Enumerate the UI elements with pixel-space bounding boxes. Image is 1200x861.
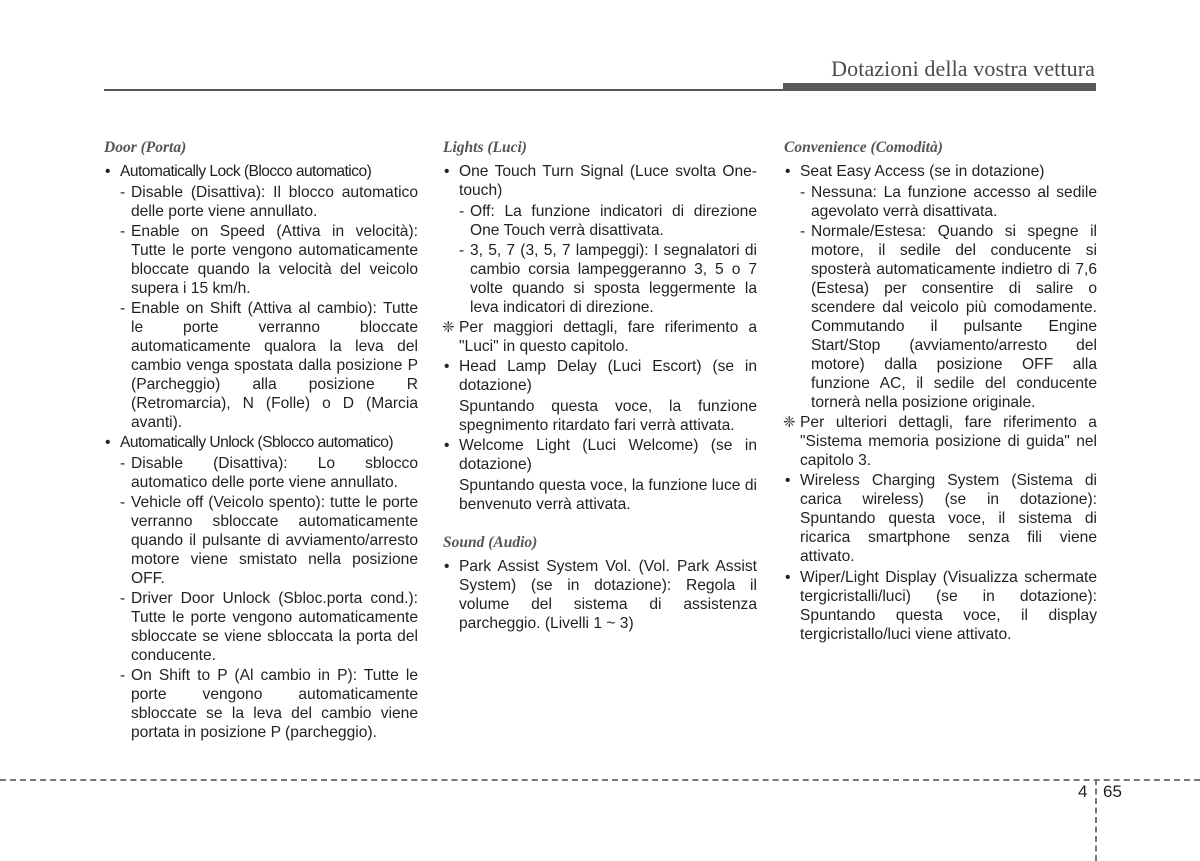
sub-item-text: Enable on Shift (Attiva al cambio): Tutte le porte verranno bloccate automaticamente qualora la leva del cambio venga spostata dalla posizione P (Parcheggio) alla posizione R (Retromarcia), N (Folle) o D (Marcia avanti). [131, 300, 418, 431]
dash-icon: - [120, 494, 126, 511]
list-item-one-touch-turn-signal [443, 162, 757, 200]
sub-item-text: Disable (Disattiva): Lo sblocco automatico delle porte viene annullato. [131, 455, 418, 491]
sub-item-text: Disable (Disattiva): Il blocco automatico delle porte viene annullato. [131, 184, 418, 220]
list-item-wireless-charging [784, 471, 1097, 566]
note-asterisk-icon: ❈ [442, 319, 455, 336]
list-item-automatically-lock [104, 162, 418, 181]
sub-item-text: Vehicle off (Veicolo spento): tutte le porte verranno sbloccate automaticamente quando il pulsante di avviamento/arresto motore viene smistato nella posizione OFF. [131, 494, 418, 587]
chapter-number: 4 [1078, 782, 1088, 801]
sub-item [104, 454, 418, 492]
bullet-icon: • [444, 558, 450, 575]
item-label: Welcome Light (Luci Welcome) (se in dotazione) [459, 437, 757, 473]
sub-item-text: Enable on Speed (Attiva in velocità): Tutte le porte vengono automaticamente bloccate quando la velocità del veicolo supera i 15 km/h. [131, 223, 418, 297]
bullet-icon: • [785, 163, 791, 180]
dash-icon: - [459, 203, 465, 220]
sub-item [104, 589, 418, 665]
item-label: Automatically Unlock (Sblocco automatico) [120, 434, 393, 451]
item-label: Wireless Charging System (Sistema di carica wireless) (se in dotazione): Spuntando questa voce, il sistema di ricarica smartphone senza fili viene attivato. [800, 472, 1097, 565]
sub-item [443, 202, 757, 240]
list-item-seat-easy-access [784, 162, 1097, 181]
dash-icon: - [120, 184, 126, 201]
dash-icon: - [800, 184, 806, 201]
column-convenience [784, 138, 1097, 646]
sub-item-text: Normale/Estesa: Quando si spegne il motore, il sedile del conducente si sposterà automaticamente indietro di 7,6 (Estesa) per consentire di salire o scendere dal veicolo più comodamente. Commutando il pulsante Engine Start/Stop (avviamento/arresto del motore) dalla posizione OFF alla funzione AC, il sedile del conducente tornerà nella posizione originale. [811, 223, 1097, 411]
column-lights-sound [443, 138, 757, 635]
note-text: Per maggiori dettagli, fare riferimento a "Luci" in questo capitolo. [459, 319, 757, 355]
sub-item [104, 493, 418, 588]
dash-icon: - [800, 223, 806, 240]
list-item-welcome-light [443, 436, 757, 474]
section-title-sound: Sound (Audio) [443, 534, 538, 551]
header-rule-thin [104, 89, 784, 91]
section-title-door: Door (Porta) [104, 139, 187, 156]
dash-icon: - [120, 300, 126, 317]
sub-item-text: On Shift to P (Al cambio in P): Tutte le porte vengono automaticamente sbloccate se la leva del cambio viene portata in posizione P (parcheggio). [131, 667, 418, 741]
item-description: Spuntando questa voce, la funzione luce di benvenuto verrà attivata. [459, 477, 757, 513]
sub-item-text: Nessuna: La funzione accesso al sedile agevolato verrà disattivata. [811, 184, 1097, 220]
note-text: Per ulteriori dettagli, fare riferimento a "Sistema memoria posizione di guida" nel capitolo 3. [800, 414, 1097, 469]
list-item-automatically-unlock [104, 433, 418, 452]
sub-item [104, 666, 418, 742]
dash-icon: - [459, 242, 465, 259]
sub-item [104, 299, 418, 432]
item-label: Park Assist System Vol. (Vol. Park Assist System) (se in dotazione): Regola il volume del sistema di assistenza parcheggio. (Livelli 1 ~ 3) [459, 558, 757, 632]
note-asterisk-icon: ❈ [783, 414, 796, 431]
bullet-icon: • [785, 472, 791, 489]
bullet-icon: • [444, 437, 450, 454]
sub-item [104, 183, 418, 221]
dash-icon: - [120, 455, 126, 472]
list-item-park-assist-volume [443, 557, 757, 633]
sub-item-text: Driver Door Unlock (Sbloc.porta cond.): Tutte le porte vengono automaticamente sbloccate se viene sbloccata la porta del conducente. [131, 590, 418, 664]
sub-item-text: Off: La funzione indicatori di direzione One Touch verrà disattivata. [470, 203, 757, 239]
item-label: Automatically Lock (Blocco automatico) [120, 163, 372, 180]
section-title-lights: Lights (Luci) [443, 139, 527, 156]
note-convenience [784, 413, 1097, 470]
footer-dashed-rule [0, 779, 1200, 781]
sub-item [784, 222, 1097, 412]
note-lights [443, 318, 757, 356]
spacer [443, 515, 757, 533]
bullet-icon: • [105, 434, 111, 451]
sub-item-text: 3, 5, 7 (3, 5, 7 lampeggi): I segnalatori di cambio corsia lampeggeranno 3, 5 o 7 volte quando si sposta leggermente la leva indicatori di direzione. [470, 242, 757, 316]
dash-icon: - [120, 667, 126, 684]
bullet-icon: • [444, 163, 450, 180]
section-title-convenience: Convenience (Comodità) [784, 139, 943, 156]
bullet-icon: • [105, 163, 111, 180]
item-label: Seat Easy Access (se in dotazione) [800, 163, 1045, 180]
bullet-icon: • [444, 358, 450, 375]
page-number: 65 [1103, 782, 1122, 801]
item-description: Spuntando questa voce, la funzione spegnimento ritardato fari verrà attivata. [459, 398, 757, 434]
item-label: Wiper/Light Display (Visualizza schermate tergicristalli/luci) (se in dotazione): Spuntando questa voce, il display tergicristallo/luci viene attivato. [800, 569, 1097, 643]
footer-dashed-divider [1095, 779, 1097, 861]
header-rule-thick [783, 83, 1096, 91]
list-item-wiper-light-display [784, 568, 1097, 644]
list-item-head-lamp-delay [443, 357, 757, 395]
item-label: Head Lamp Delay (Luci Escort) (se in dotazione) [459, 358, 757, 394]
item-label: One Touch Turn Signal (Luce svolta One-touch) [459, 163, 757, 199]
sub-item [104, 222, 418, 298]
sub-item [784, 183, 1097, 221]
dash-icon: - [120, 223, 126, 240]
bullet-icon: • [785, 569, 791, 586]
sub-item [443, 241, 757, 317]
page-header-title: Dotazioni della vostra vettura [831, 56, 1095, 81]
dash-icon: - [120, 590, 126, 607]
column-door [104, 138, 418, 743]
